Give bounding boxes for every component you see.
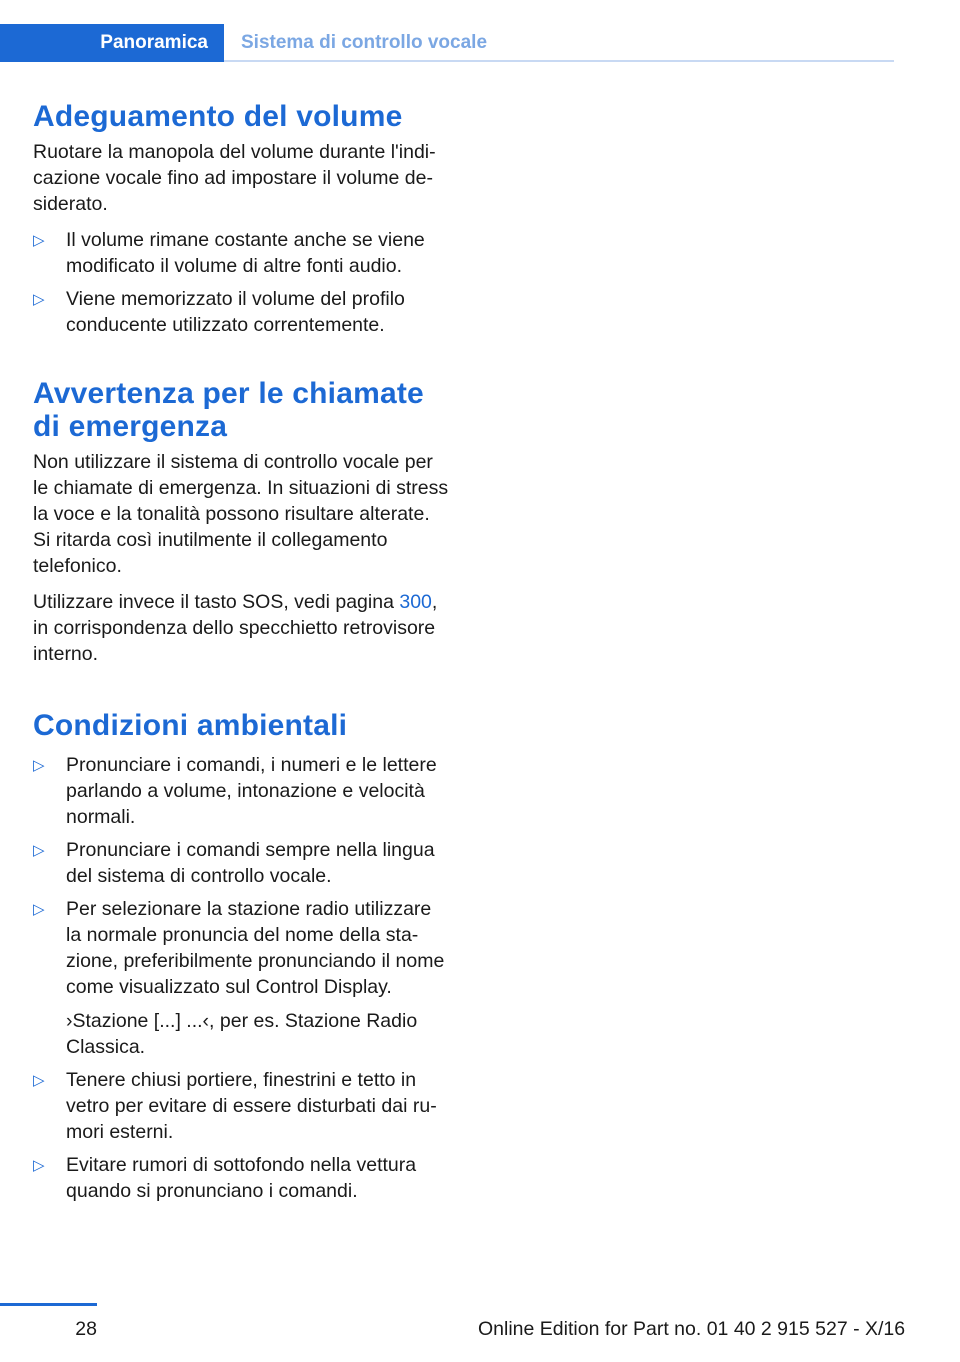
paragraph: Non utilizzare il sistema di controllo vocale per le chiamate di emergenza. In situazioni di stress la voce e la tonalità possono risultare alterate. Si ritarda così inutilmente il collegamento telefonico. [33,451,449,577]
triangle-bullet-icon: ▷ [33,757,45,774]
heading-conditions: Condizioni ambientali [33,709,348,742]
list-item: ▷ Il volume rimane costante anche se viene modificato il volume di altre fonti audio. [33,229,425,277]
bullet-list [33,227,451,338]
list-item: ▷ Pronunciare i comandi, i numeri e le lettere parlando a volume, intonazione e velocità normali. [33,754,437,828]
list-item: ▷ Evitare rumori di sottofondo nella vettura quando si pronunciano i comandi. [33,1154,417,1202]
page-reference-link[interactable]: 300 [399,591,432,613]
list-item-note: ›Stazione [...] ...‹, per es. Stazione Radio Classica. [66,1010,418,1058]
triangle-bullet-icon: ▷ [33,901,45,918]
list-item: ▷ Pronunciare i comandi sempre nella lingua del sistema di controllo vocale. [33,839,435,887]
paragraph: Utilizzare invece il tasto SOS, vedi pagina 300, in corrispondenza dello specchietto retrovisore interno. [33,591,438,665]
triangle-bullet-icon: ▷ [33,232,45,249]
list-item: ▷ Per selezionare la stazione radio utilizzare la normale pronuncia del nome della stazione, preferibilmente pronunciando il nome come visualizzato sul Control Display. ›Stazione [...] ...‹, per es. Stazione Radio Classica. [33,896,451,1060]
page-number: 28 [75,1318,97,1340]
bullet-list [33,752,451,1204]
section-breadcrumb[interactable]: Sistema di controllo vocale [241,32,488,53]
list-item: ▷ Tenere chiusi portiere, finestrini e tetto in vetro per evitare di essere disturbati dai rumori esterni. [33,1069,437,1143]
footer-divider [0,1303,97,1306]
heading-volume: Adeguamento del volume [33,100,403,133]
triangle-bullet-icon: ▷ [33,1072,45,1089]
section-volume [33,100,451,338]
header-divider [224,60,894,62]
section-conditions [33,709,451,1204]
heading-emergency: Avvertenza per le chiamate di emergenza [33,377,424,443]
page-header [0,0,960,64]
list-item: ▷ Viene memorizzato il volume del profilo conducente utilizzato correntemente. [33,288,405,336]
page-content [33,100,451,1211]
edition-footer: Online Edition for Part no. 01 40 2 915 527 - X/16 [478,1318,906,1340]
paragraph: Ruotare la manopola del volume durante l'indicazione vocale fino ad impostare il volume desiderato. [33,141,436,215]
triangle-bullet-icon: ▷ [33,842,45,859]
triangle-bullet-icon: ▷ [33,1157,45,1174]
chapter-tab[interactable]: Panoramica [0,24,224,62]
triangle-bullet-icon: ▷ [33,291,45,308]
section-emergency [33,377,451,667]
